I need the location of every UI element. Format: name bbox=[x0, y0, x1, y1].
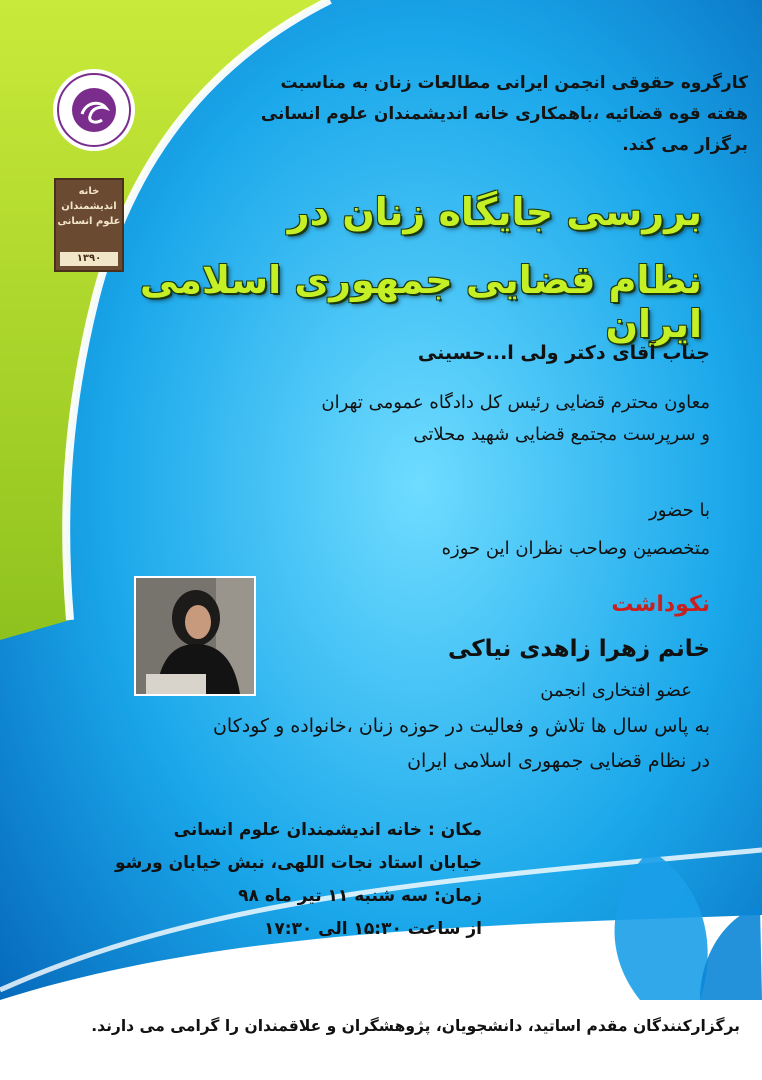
speaker-role-line-1: معاون محترم قضایی رئیس کل دادگاه عمومی تهران bbox=[321, 392, 710, 413]
speaker-role-line-2: و سرپرست مجتمع قضایی شهید محلاتی bbox=[413, 424, 710, 445]
event-address: خیابان استاد نجات اللهی، نبش خیابان ورشو bbox=[114, 853, 482, 873]
association-logo bbox=[52, 68, 136, 152]
honoree-role: عضو افتخاری انجمن bbox=[540, 680, 692, 701]
attendance-label: با حضور bbox=[649, 500, 710, 521]
event-date: زمان: سه شنبه ۱۱ تیر ماه ۹۸ bbox=[238, 886, 482, 906]
honoree-name: خانم زهرا زاهدی نیاکی bbox=[447, 636, 710, 662]
honor-reason-line-1: به پاس سال ها تلاش و فعالیت در حوزه زنان ،خانواده و کودکان bbox=[212, 715, 710, 737]
honoree-photo bbox=[134, 576, 256, 696]
event-time: از ساعت ۱۵:۳۰ الی ۱۷:۳۰ bbox=[263, 919, 482, 939]
speaker-name: جناب آقای دکتر ولی ا...حسینی bbox=[417, 342, 710, 364]
event-place: مکان : خانه اندیشمندان علوم انسانی bbox=[173, 820, 482, 840]
attendance-text: متخصصین وصاحب نظران این حوزه bbox=[441, 538, 710, 559]
footer-invitation: برگزارکنندگان مقدم اساتید، دانشجویان، پژوهشگران و علاقمندان را گرامی می دارند. bbox=[91, 1017, 740, 1035]
organizer-line-3: برگزار می کند. bbox=[622, 135, 748, 155]
event-title-line-1: بررسی جایگاه زنان در bbox=[287, 190, 702, 234]
honor-heading: نکوداشت bbox=[611, 592, 710, 617]
event-title-line-2: نظام قضایی جمهوری اسلامی ایران bbox=[139, 258, 702, 346]
organizer-line-2: هفته قوه قضائیه ،باهمکاری خانه اندیشمندان علوم انسانی bbox=[260, 104, 748, 124]
honor-reason-line-2: در نظام قضایی جمهوری اسلامی ایران bbox=[407, 750, 710, 772]
organizer-line-1: کارگروه حقوقی انجمن ایرانی مطالعات زنان به مناسبت bbox=[280, 73, 748, 93]
organizer-text bbox=[188, 68, 748, 161]
house-logo-year: ۱۳۹۰ bbox=[60, 252, 118, 266]
house-logo-text: خانه اندیشمندان علوم انسانی bbox=[57, 186, 121, 227]
